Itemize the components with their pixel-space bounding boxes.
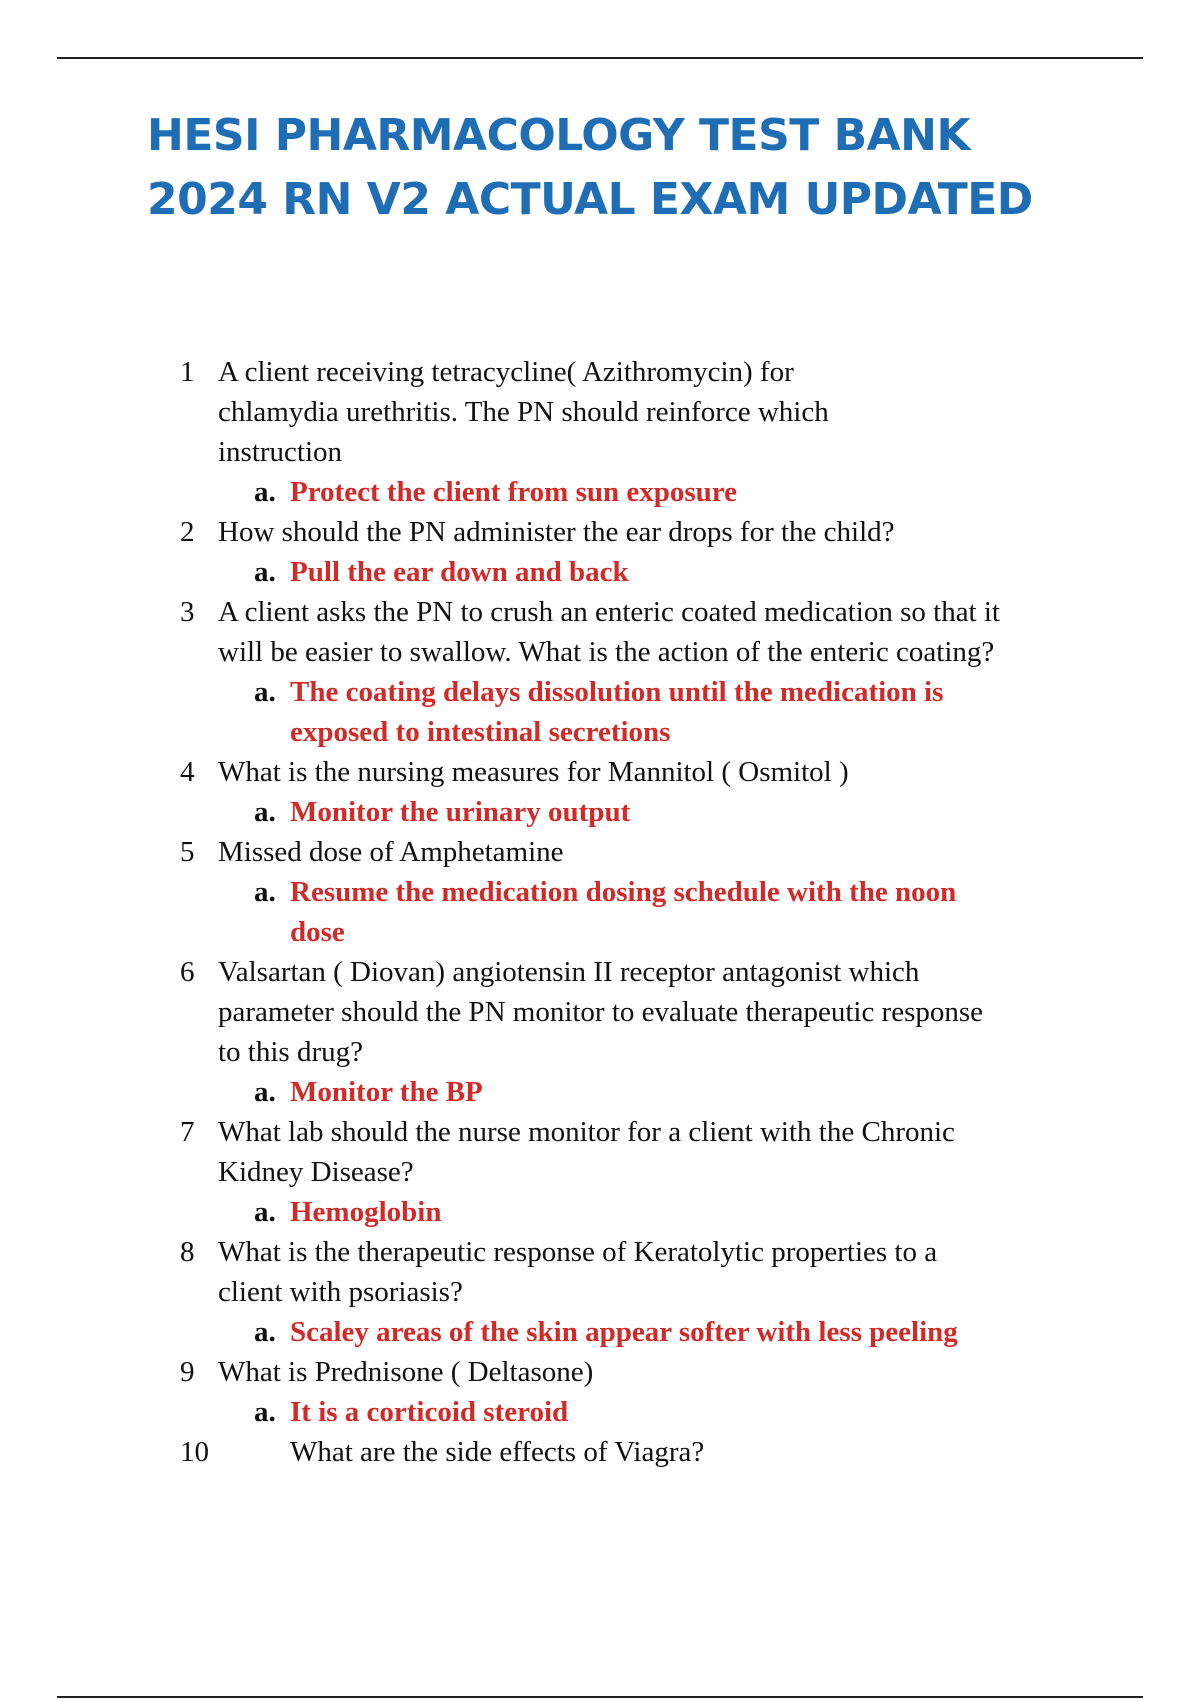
question-text-line: instruction xyxy=(218,436,343,468)
question-text-line: parameter should the PN monitor to evaluate therapeutic response xyxy=(218,996,984,1028)
question-item xyxy=(0,1112,1200,1232)
question-text xyxy=(218,1352,1088,1392)
question-item xyxy=(0,1352,1200,1432)
question-text-line: What is the therapeutic response of Keratolytic properties to a xyxy=(218,1236,938,1268)
answer-text-line: Pull the ear down and back xyxy=(290,556,629,588)
question-text-line: A client receiving tetracycline( Azithromycin) for xyxy=(218,356,794,388)
answer-text-line: Scaley areas of the skin appear softer with less peeling xyxy=(290,1316,958,1348)
question-text-line: chlamydia urethritis. The PN should reinforce which xyxy=(218,396,829,428)
question-text xyxy=(290,1432,1160,1472)
title-line: 2024 RN V2 ACTUAL EXAM UPDATED xyxy=(147,174,1033,225)
question-text-line: A client asks the PN to crush an enteric coated medication so that it xyxy=(218,596,1000,628)
answer-text-line: It is a corticoid steroid xyxy=(290,1396,569,1428)
question-item xyxy=(0,512,1200,592)
answer-letter: a. xyxy=(254,476,276,508)
question-text-line: What is Prednisone ( Deltasone) xyxy=(218,1356,594,1388)
answer-letter: a. xyxy=(254,1316,276,1348)
question-number: 7 xyxy=(180,1116,195,1148)
answer-text-line: Monitor the urinary output xyxy=(290,796,631,828)
answer-text-line: Hemoglobin xyxy=(290,1196,442,1228)
answer-letter: a. xyxy=(254,1076,276,1108)
answer xyxy=(254,552,1080,592)
question-text-line: What are the side effects of Viagra? xyxy=(290,1436,705,1468)
question-number: 10 xyxy=(180,1436,209,1468)
answer-text-line: Resume the medication dosing schedule with the noon xyxy=(290,876,957,908)
question-number: 4 xyxy=(180,756,195,788)
question-number: 1 xyxy=(180,356,195,388)
question-text xyxy=(218,352,1088,472)
question-number: 5 xyxy=(180,836,195,868)
answer xyxy=(254,472,1080,512)
question-text xyxy=(218,1112,1088,1192)
question-text-line: to this drug? xyxy=(218,1036,363,1068)
question-text-line: client with psoriasis? xyxy=(218,1276,463,1308)
question-text xyxy=(218,1232,1088,1312)
answer xyxy=(254,672,1080,752)
answer xyxy=(254,1312,1080,1352)
question-text-line: Kidney Disease? xyxy=(218,1156,414,1188)
question-list xyxy=(0,352,1200,1472)
answer-text-line: Protect the client from sun exposure xyxy=(290,476,738,508)
question-text xyxy=(218,512,1088,552)
question-text-line: What lab should the nurse monitor for a client with the Chronic xyxy=(218,1116,955,1148)
answer xyxy=(254,1072,1080,1112)
question-number: 3 xyxy=(180,596,195,628)
question-text xyxy=(218,832,1088,872)
question-number: 9 xyxy=(180,1356,195,1388)
answer xyxy=(254,872,1080,952)
top-rule xyxy=(57,57,1143,59)
bottom-rule xyxy=(57,1696,1143,1698)
answer-text-line: exposed to intestinal secretions xyxy=(290,716,671,748)
answer-letter: a. xyxy=(254,676,276,708)
answer-letter: a. xyxy=(254,796,276,828)
question-item xyxy=(0,832,1200,952)
question-item xyxy=(0,752,1200,832)
question-text-line: Valsartan ( Diovan) angiotensin II receptor antagonist which xyxy=(218,956,920,988)
question-number: 6 xyxy=(180,956,195,988)
question-text-line: will be easier to swallow. What is the action of the enteric coating? xyxy=(218,636,995,668)
question-item xyxy=(0,352,1200,512)
question-item xyxy=(0,952,1200,1112)
question-number: 8 xyxy=(180,1236,195,1268)
document-title xyxy=(147,104,1107,232)
question-item xyxy=(0,1432,1200,1472)
question-text xyxy=(218,752,1088,792)
answer xyxy=(254,1192,1080,1232)
answer xyxy=(254,792,1080,832)
answer-text-line: The coating delays dissolution until the medication is xyxy=(290,676,944,708)
question-text-line: What is the nursing measures for Mannitol ( Osmitol ) xyxy=(218,756,849,788)
question-text xyxy=(218,592,1088,672)
question-text-line: Missed dose of Amphetamine xyxy=(218,836,564,868)
question-number: 2 xyxy=(180,516,195,548)
answer-text-line: dose xyxy=(290,916,345,948)
answer-letter: a. xyxy=(254,876,276,908)
question-item xyxy=(0,1232,1200,1352)
answer xyxy=(254,1392,1080,1432)
question-text-line: How should the PN administer the ear drops for the child? xyxy=(218,516,895,548)
answer-letter: a. xyxy=(254,556,276,588)
answer-text-line: Monitor the BP xyxy=(290,1076,483,1108)
question-text xyxy=(218,952,1088,1072)
answer-letter: a. xyxy=(254,1396,276,1428)
question-item xyxy=(0,592,1200,752)
title-line: HESI PHARMACOLOGY TEST BANK xyxy=(147,110,971,161)
answer-letter: a. xyxy=(254,1196,276,1228)
